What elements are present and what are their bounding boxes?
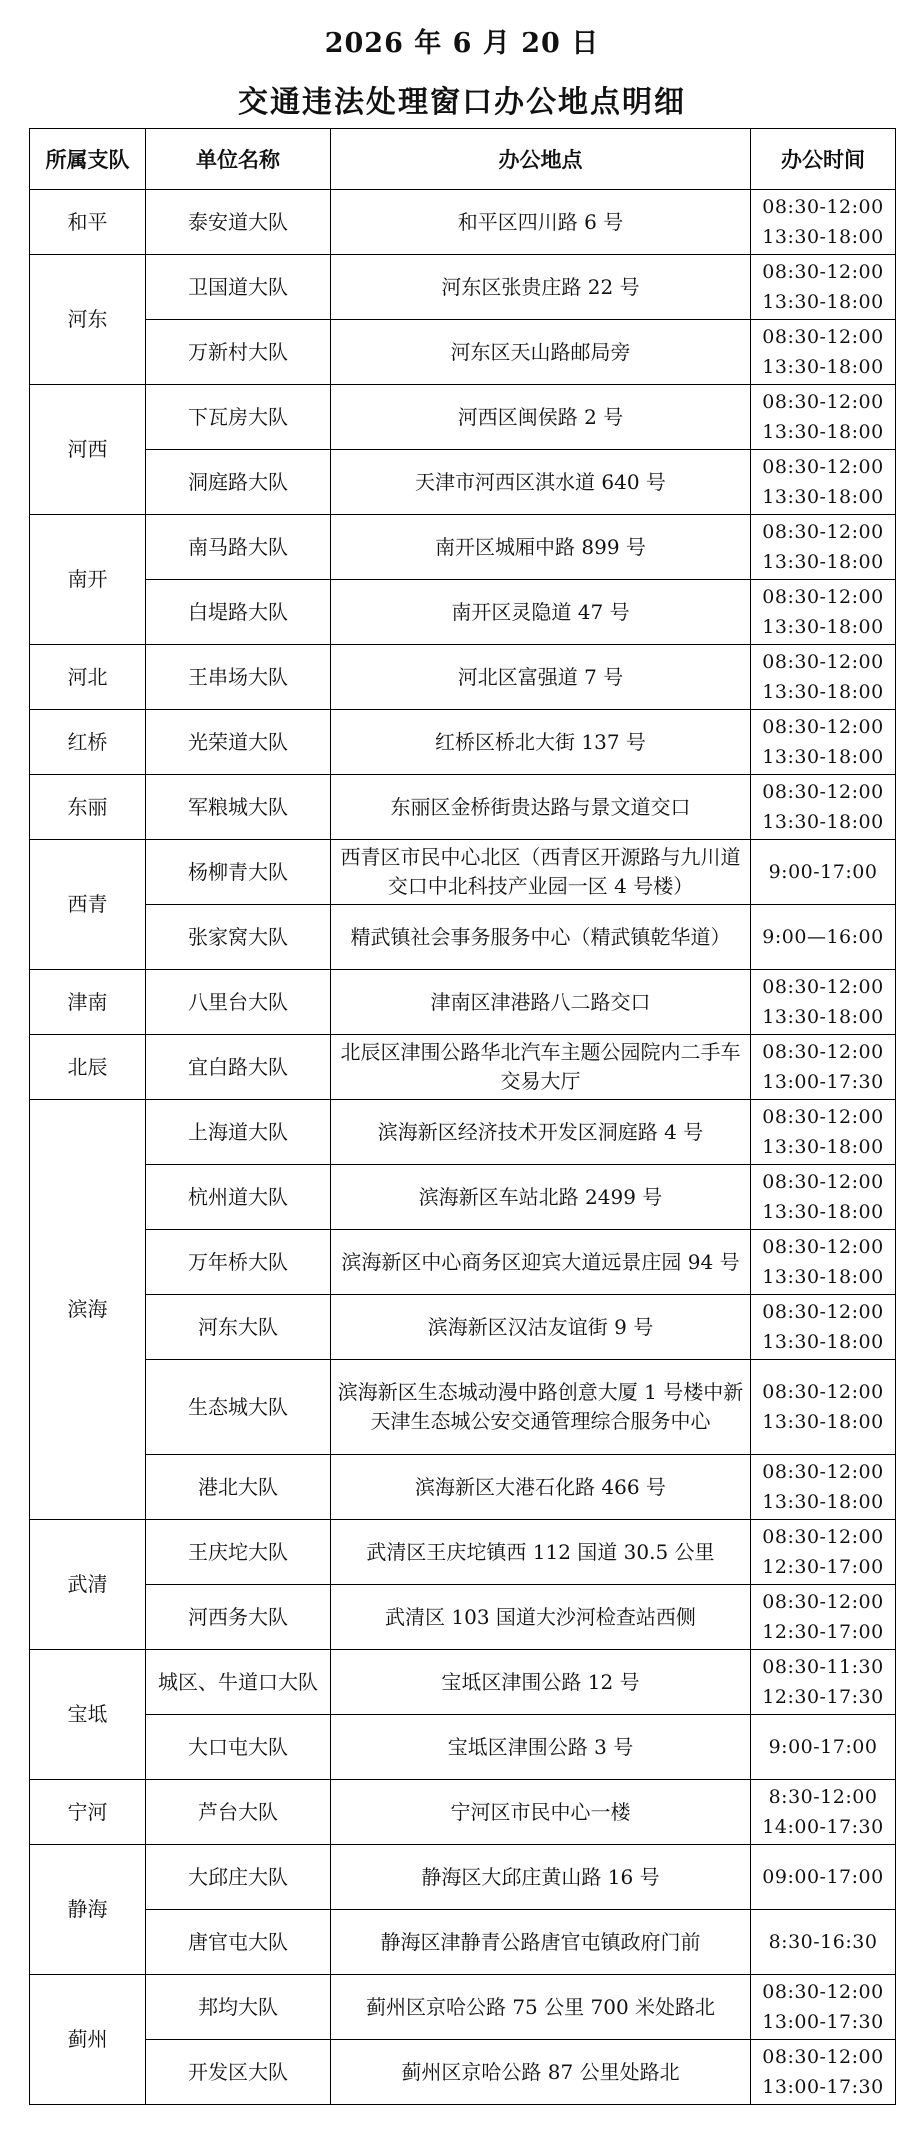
table-row [30,1100,896,1165]
header-row [30,129,896,190]
office-hours-line: 13:30-18:00 [762,1331,884,1353]
col-header-address: 办公地点 [331,129,751,190]
unit-name-cell: 宜白路大队 [146,1035,331,1100]
office-hours-line: 08:30-12:00 [762,456,884,478]
address-cell: 西青区市民中心北区（西青区开源路与九川道交口中北科技产业园一区 4 号楼） [331,840,751,905]
detachment-cell: 南开 [30,515,146,645]
unit-name-cell: 王庆坨大队 [146,1520,331,1585]
unit-name-cell: 港北大队 [146,1455,331,1520]
office-hours-line: 8:30-16:30 [768,1931,878,1953]
detachment-cell: 津南 [30,970,146,1035]
address-cell: 和平区四川路 6 号 [331,190,751,255]
office-hours-line: 08:30-12:00 [762,1981,884,2003]
table-row [30,1910,896,1975]
office-hours-line: 08:30-12:00 [762,1461,884,1483]
office-hours-cell [751,1100,896,1165]
office-hours-cell [751,645,896,710]
office-hours-line: 13:30-18:00 [762,681,884,703]
office-table [29,128,896,2105]
unit-name-cell: 生态城大队 [146,1360,331,1455]
office-hours-line: 08:30-12:00 [762,781,884,803]
address-cell: 东丽区金桥街贵达路与景文道交口 [331,775,751,840]
office-hours-line: 08:30-12:00 [762,1041,884,1063]
unit-name-cell: 张家窝大队 [146,905,331,970]
office-hours-line: 12:30-17:00 [762,1621,884,1643]
address-cell: 滨海新区汉沽友谊街 9 号 [331,1295,751,1360]
unit-name-cell: 军粮城大队 [146,775,331,840]
table-row [30,255,896,320]
office-hours-line: 08:30-12:00 [762,261,884,283]
office-hours-line: 13:30-18:00 [762,1491,884,1513]
office-hours-line: 13:30-18:00 [762,1411,884,1433]
office-hours-line: 9:00-17:00 [768,861,878,883]
office-hours-line: 08:30-11:30 [762,1656,884,1678]
address-cell: 静海区津静青公路唐官屯镇政府门前 [331,1910,751,1975]
table-row [30,970,896,1035]
address-cell: 河东区天山路邮局旁 [331,320,751,385]
office-hours-line: 13:30-18:00 [762,226,884,248]
address-cell: 天津市河西区淇水道 640 号 [331,450,751,515]
table-row [30,1165,896,1230]
address-cell: 红桥区桥北大街 137 号 [331,710,751,775]
office-hours-line: 13:30-18:00 [762,421,884,443]
address-cell: 蓟州区京哈公路 75 公里 700 米处路北 [331,1975,751,2040]
unit-name-cell: 河西务大队 [146,1585,331,1650]
office-hours-line: 13:30-18:00 [762,1006,884,1028]
office-hours-cell [751,1780,896,1845]
office-hours-cell [751,1035,896,1100]
unit-name-cell: 上海道大队 [146,1100,331,1165]
table-row [30,710,896,775]
office-hours-line: 13:30-18:00 [762,551,884,573]
detachment-cell: 河北 [30,645,146,710]
office-hours-cell [751,320,896,385]
col-header-hours: 办公时间 [751,129,896,190]
office-hours-line: 12:30-17:30 [762,1686,884,1708]
detachment-cell: 滨海 [30,1100,146,1520]
table-row [30,1585,896,1650]
detachment-cell: 西青 [30,840,146,970]
address-cell: 北辰区津围公路华北汽车主题公园院内二手车交易大厅 [331,1035,751,1100]
office-hours-line: 08:30-12:00 [762,716,884,738]
col-header-unit: 单位名称 [146,129,331,190]
office-hours-line: 08:30-12:00 [762,976,884,998]
unit-name-cell: 芦台大队 [146,1780,331,1845]
detachment-cell: 和平 [30,190,146,255]
table-row [30,320,896,385]
address-cell: 河东区张贵庄路 22 号 [331,255,751,320]
unit-name-cell: 泰安道大队 [146,190,331,255]
office-hours-cell [751,970,896,1035]
detachment-cell: 河西 [30,385,146,515]
office-hours-cell [751,255,896,320]
table-row [30,580,896,645]
office-hours-line: 08:30-12:00 [762,1171,884,1193]
unit-name-cell: 杨柳青大队 [146,840,331,905]
unit-name-cell: 万新村大队 [146,320,331,385]
table-row [30,775,896,840]
office-hours-line: 9:00-17:00 [768,1736,878,1758]
office-hours-cell [751,1650,896,1715]
address-cell: 滨海新区生态城动漫中路创意大厦 1 号楼中新天津生态城公安交通管理综合服务中心 [331,1360,751,1455]
office-hours-line: 08:30-12:00 [762,651,884,673]
address-cell: 南开区灵隐道 47 号 [331,580,751,645]
office-hours-cell [751,1360,896,1455]
office-hours-cell [751,385,896,450]
detachment-cell: 蓟州 [30,1975,146,2105]
document-date: 2026 年 6 月 20 日 [324,28,600,59]
col-header-detachment: 所属支队 [30,129,146,190]
office-hours-line: 08:30-12:00 [762,326,884,348]
office-hours-cell [751,1910,896,1975]
unit-name-cell: 城区、牛道口大队 [146,1650,331,1715]
office-hours-line: 13:30-18:00 [762,811,884,833]
office-hours-line: 09:00-17:00 [762,1866,884,1888]
address-cell: 滨海新区大港石化路 466 号 [331,1455,751,1520]
address-cell: 蓟州区京哈公路 87 公里处路北 [331,2040,751,2105]
address-cell: 宝坻区津围公路 12 号 [331,1650,751,1715]
table-row [30,1650,896,1715]
table-row [30,905,896,970]
unit-name-cell: 下瓦房大队 [146,385,331,450]
office-hours-cell [751,1295,896,1360]
address-cell: 宝坻区津围公路 3 号 [331,1715,751,1780]
detachment-cell: 河东 [30,255,146,385]
office-hours-line: 08:30-12:00 [762,1106,884,1128]
office-hours-line: 13:30-18:00 [762,486,884,508]
office-hours-line: 13:00-17:30 [762,2076,884,2098]
table-row [30,1035,896,1100]
unit-name-cell: 白堤路大队 [146,580,331,645]
unit-name-cell: 开发区大队 [146,2040,331,2105]
table-row [30,515,896,580]
unit-name-cell: 河东大队 [146,1295,331,1360]
office-hours-cell [751,1715,896,1780]
table-row [30,1520,896,1585]
table-row [30,450,896,515]
office-hours-line: 9:00—16:00 [762,926,884,948]
address-cell: 静海区大邱庄黄山路 16 号 [331,1845,751,1910]
office-hours-line: 13:30-18:00 [762,1266,884,1288]
office-hours-line: 08:30-12:00 [762,1591,884,1613]
table-row [30,1230,896,1295]
office-hours-cell [751,710,896,775]
unit-name-cell: 大邱庄大队 [146,1845,331,1910]
office-hours-cell [751,450,896,515]
office-hours-cell [751,515,896,580]
table-row [30,385,896,450]
address-cell: 南开区城厢中路 899 号 [331,515,751,580]
detachment-cell: 静海 [30,1845,146,1975]
office-hours-cell [751,1455,896,1520]
office-hours-line: 08:30-12:00 [762,2046,884,2068]
office-hours-cell [751,1520,896,1585]
office-hours-cell [751,1975,896,2040]
office-hours-line: 13:30-18:00 [762,1136,884,1158]
document-title: 交通违法处理窗口办公地点明细 [238,85,686,120]
detachment-cell: 武清 [30,1520,146,1650]
unit-name-cell: 王串场大队 [146,645,331,710]
office-hours-line: 12:30-17:00 [762,1556,884,1578]
office-hours-cell [751,1845,896,1910]
office-hours-cell [751,840,896,905]
office-hours-cell [751,2040,896,2105]
unit-name-cell: 南马路大队 [146,515,331,580]
office-hours-cell [751,1585,896,1650]
office-hours-line: 13:00-17:30 [762,2011,884,2033]
office-hours-line: 08:30-12:00 [762,196,884,218]
table-row [30,1455,896,1520]
table-row [30,840,896,905]
unit-name-cell: 大口屯大队 [146,1715,331,1780]
office-hours-cell [751,905,896,970]
table-row [30,190,896,255]
unit-name-cell: 唐官屯大队 [146,1910,331,1975]
unit-name-cell: 八里台大队 [146,970,331,1035]
office-hours-line: 13:30-18:00 [762,356,884,378]
table-row [30,1780,896,1845]
office-hours-line: 13:30-18:00 [762,746,884,768]
unit-name-cell: 杭州道大队 [146,1165,331,1230]
unit-name-cell: 邦均大队 [146,1975,331,2040]
address-cell: 武清区 103 国道大沙河检查站西侧 [331,1585,751,1650]
table-row [30,2040,896,2105]
office-hours-line: 13:00-17:30 [762,1071,884,1093]
office-hours-cell [751,775,896,840]
office-hours-line: 08:30-12:00 [762,1236,884,1258]
detachment-cell: 红桥 [30,710,146,775]
office-hours-cell [751,1165,896,1230]
table-row [30,1975,896,2040]
office-hours-line: 14:00-17:30 [762,1816,884,1838]
detachment-cell: 宝坻 [30,1650,146,1780]
address-cell: 武清区王庆坨镇西 112 国道 30.5 公里 [331,1520,751,1585]
office-hours-line: 08:30-12:00 [762,1381,884,1403]
detachment-cell: 东丽 [30,775,146,840]
office-hours-cell [751,580,896,645]
address-cell: 河北区富强道 7 号 [331,645,751,710]
address-cell: 精武镇社会事务服务中心（精武镇乾华道） [331,905,751,970]
detachment-cell: 宁河 [30,1780,146,1845]
address-cell: 滨海新区经济技术开发区洞庭路 4 号 [331,1100,751,1165]
unit-name-cell: 卫国道大队 [146,255,331,320]
office-hours-line: 13:30-18:00 [762,291,884,313]
table-body [30,190,896,2105]
office-hours-line: 08:30-12:00 [762,521,884,543]
office-hours-line: 08:30-12:00 [762,391,884,413]
address-cell: 津南区津港路八二路交口 [331,970,751,1035]
table-row [30,1295,896,1360]
office-hours-line: 08:30-12:00 [762,1301,884,1323]
unit-name-cell: 洞庭路大队 [146,450,331,515]
address-cell: 滨海新区车站北路 2499 号 [331,1165,751,1230]
office-hours-line: 08:30-12:00 [762,1526,884,1548]
office-hours-cell [751,190,896,255]
unit-name-cell: 万年桥大队 [146,1230,331,1295]
office-hours-line: 13:30-18:00 [762,1201,884,1223]
table-row [30,1845,896,1910]
unit-name-cell: 光荣道大队 [146,710,331,775]
table-row [30,645,896,710]
table-row [30,1715,896,1780]
address-cell: 宁河区市民中心一楼 [331,1780,751,1845]
office-hours-line: 13:30-18:00 [762,616,884,638]
address-cell: 滨海新区中心商务区迎宾大道远景庄园 94 号 [331,1230,751,1295]
address-cell: 河西区闽侯路 2 号 [331,385,751,450]
office-hours-line: 08:30-12:00 [762,586,884,608]
office-hours-line: 8:30-12:00 [768,1786,878,1808]
table-row [30,1360,896,1455]
office-hours-cell [751,1230,896,1295]
detachment-cell: 北辰 [30,1035,146,1100]
